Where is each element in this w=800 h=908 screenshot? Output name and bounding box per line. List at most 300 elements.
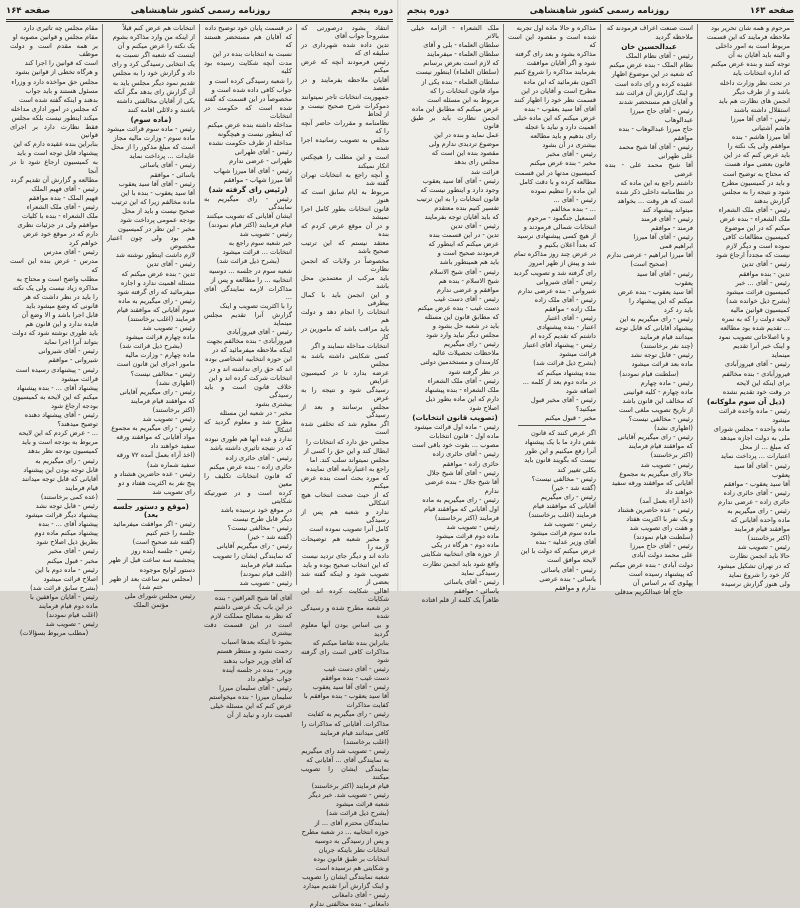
text-line: رئیس - قابل توجه نشد: [35, 501, 98, 510]
text-line: بکلی تغییر کند: [557, 465, 596, 474]
text-line: لایحه دولت را که به نمره: [721, 315, 790, 323]
left-header-center: روزنامه رسمی کشور شاهنشاهی: [130, 6, 271, 16]
text-line: رئیس - آقای ...: [553, 195, 596, 204]
left-column-3: [103, 24, 200, 609]
text-line: (اغلب برخاستند): [343, 737, 389, 746]
text-line: شده است و مقصود این است که: [508, 33, 596, 50]
text-line: انتخابات شمالی فرمودند و: [523, 223, 596, 232]
text-line: که مجلس در امور اداری مداخله: [10, 104, 98, 113]
text-line: است که هر وقت ... بخواهد: [617, 196, 693, 205]
text-line: نموده است و دیگر لازم: [726, 242, 790, 251]
text-line: قانون انتخابات را به این ترتیب: [416, 194, 499, 203]
text-line: رئیس - آقای آقا میرزا: [633, 233, 693, 242]
text-line: که بعداً اعلان بکنیم و: [539, 241, 596, 250]
text-line: اهمیت دارد و نباید با عجله: [524, 123, 596, 132]
text-line: ظاهراً یک کلمه از قلم افتاده: [421, 595, 499, 604]
text-line: ماده واحده آقایانی که: [730, 516, 790, 525]
text-line: ماده سوم قرائت میشود: [530, 529, 596, 538]
text-line: مربوط به ایام سابق است که هنوز: [301, 187, 389, 204]
text-line: ابراهیم قمی: [659, 242, 693, 251]
text-line: رئیس - آقای مدرس: [43, 248, 98, 257]
text-line: و هفت رای تصویب شد: [629, 524, 693, 533]
text-line: میکنم که این پیشنهاد را: [629, 296, 693, 305]
text-line: که محتاج به توضیح است: [722, 169, 790, 178]
text-line: رئیس - تصویب شد: [446, 523, 499, 532]
text-line: موافقم: [673, 134, 693, 143]
right-column-2: [601, 24, 698, 596]
text-line: دست غیب - بنده عرض میکنم: [417, 303, 499, 312]
text-line: رئیس - تصویب شد: [142, 415, 195, 424]
text-line: که نظر به مصالح مملکت لازم: [210, 612, 292, 621]
text-line: دموکرات شرح صحیح نیست و از لحاظ: [301, 101, 389, 118]
left-header-left: دوره پنجم: [351, 6, 393, 16]
right-header-right: دوره پنجم: [407, 6, 449, 16]
text-line: مجلس رای بدهد: [454, 158, 499, 167]
text-line: مذاکرات کافی است رای گرفته شود: [301, 647, 389, 664]
text-line: رئیس - مخالفی نیست؟: [531, 474, 596, 483]
text-line: رئیس - آقای آقا شیخ جلال: [427, 468, 499, 477]
text-line: انتخابات را انجام دهد و دولت هم: [301, 308, 389, 325]
text-line: خبر شعبه سوم راجع به: [228, 239, 292, 248]
text-line: قانون بعضی مواد هست: [724, 160, 790, 169]
text-line: اهمیت دارد و نباید از آن: [227, 711, 292, 720]
text-line: رئیس - آقای حائری زاده: [225, 453, 292, 462]
text-line: دستور لوایح موجوده: [139, 565, 195, 574]
text-line: که مطابق قانون این مسئله: [424, 313, 499, 321]
text-line: که شعبه در این موضوع اظهار: [611, 70, 693, 79]
text-line: که این انتخاب صحیح بوده و باید: [302, 560, 389, 569]
text-line: قابل اجرا باشد و الا وضع آن: [21, 311, 98, 319]
text-line: ماده دوم - هرگاه در یکی: [431, 541, 499, 550]
text-line: (اکثر برخاستند): [152, 405, 195, 414]
right-page: [401, 0, 800, 604]
text-line: مجلس به تصویب رسانیده اجرا شده: [301, 136, 389, 153]
text-line: رئیس مجلس شورای ملی: [124, 591, 195, 600]
text-line: یاسائی - موافقم: [150, 170, 195, 179]
text-line: بطریق ذیل اصلاح شود: [36, 538, 98, 547]
text-line: رئیس - آقای دامغانی: [331, 891, 389, 900]
text-line: مواد آقایانی که موافقند ورقه: [116, 433, 195, 442]
text-line: انتخابات شرکت کرده اند و این: [208, 373, 292, 382]
text-line: انجمن نظارت باید بر طبق قانون: [411, 113, 499, 131]
left-column-2: [200, 24, 297, 720]
text-line: قیام فرمایند (اکثر قیام نمودند): [208, 221, 292, 230]
text-line: رئیس - آقای ... خبر: [735, 278, 790, 287]
text-line: و اینک گزارش آن قرائت شد: [615, 88, 693, 97]
text-line: اصلاح قرائت میشود: [43, 574, 98, 583]
text-line: میکنم که در این موضوع: [724, 224, 790, 233]
text-line: انتخابات بر طبق قانون بوده: [313, 854, 389, 863]
text-line: پیشنهاد میکنم ماده دوم: [34, 529, 98, 538]
text-line: سفید شماره شد): [146, 460, 195, 469]
text-line: یک نکته را عرض میکنم و آن: [117, 42, 195, 51]
text-line: در شعبه مطرح شده و رسیدگی شده: [301, 604, 389, 621]
text-line: سفید خواهند داد: [150, 442, 195, 451]
right-column-4: [407, 24, 504, 604]
text-line: موافقم و عرضی ندارم: [436, 285, 499, 294]
text-line: این حوزه انتخابیه اشخاصی بوده: [205, 355, 292, 364]
text-line: (گفته شد - خیر): [551, 483, 596, 492]
text-line: رئیس - رای میگیریم: [540, 492, 596, 501]
text-line: خواهم کرد: [69, 239, 98, 248]
text-line: قرائت شد: [470, 167, 499, 176]
text-line: رئیس - اگر موافقت میفرمائید: [113, 520, 195, 529]
text-line: تدین - بنده موافقم: [738, 269, 790, 278]
text-line: عمل نماید و بنده در این: [434, 131, 499, 140]
text-line: رئیس - آقای ملک زاده: [534, 295, 596, 304]
text-line: به نمایندگی آقای ... آقایانی که: [306, 755, 389, 764]
text-line: کرده است و در صورتیکه شکایتی: [204, 488, 292, 505]
text-line: نیست که بگویند قانون باید: [524, 456, 596, 465]
text-line: عقیده کرده و رای داده است: [614, 79, 693, 88]
text-line: رئیس - رای میگیریم آقایانی: [216, 542, 292, 551]
text-line: مجلس حق دارد که انتخابات را: [306, 437, 389, 446]
text-line: رئیس - آقایان موافقین با: [30, 592, 98, 601]
text-line: و اینک گزارش آنرا تقدیم میدارد: [303, 882, 389, 891]
left-column-4: [6, 24, 103, 638]
left-header-page-number: صفحه ۱۶۴: [6, 6, 51, 16]
text-line: (سلطنت قیام نمودند): [633, 533, 693, 542]
text-line: میفرمائید که رای گرفته شود: [117, 287, 195, 296]
left-column-1: [297, 24, 393, 908]
text-line: توجه کنند و بنده عرض میکنم: [711, 60, 790, 69]
text-line: که اداره انتخابات باید: [732, 69, 790, 78]
text-line: اضافه شود: [565, 386, 596, 395]
text-line: ماده واحده - مجلس شورای: [713, 425, 790, 434]
text-line: از اینکه من وارد مذاکره بشوم: [112, 33, 195, 42]
text-line: رئیس - رای میگیریم به ماده: [422, 495, 499, 504]
text-line: رئیس - آقای شیخ الاسلام: [429, 267, 499, 276]
text-line: در موقع خود نرسیده باشد: [220, 506, 292, 515]
text-line: مخبر - این نظر در کمیسیون: [117, 225, 195, 234]
text-line: رئیس - عده حاضرین هشتاد و: [114, 469, 195, 478]
text-line: پهلوی که بر اساس آن: [632, 578, 693, 587]
text-line: ماده چهارم - کلیه قوانینی: [623, 387, 693, 396]
text-line: ماده دوم قیام فرمایند: [38, 602, 98, 610]
text-line: تفسیر کنیم بنده معتقدم: [434, 203, 499, 212]
text-line: ملاحظه فرمایند که این قسمت: [706, 33, 790, 42]
text-line: رئیس - آقای پیشنهاد دهنده: [24, 411, 98, 420]
text-line: از هیچ کسی پیشنهادی نرسید: [517, 232, 596, 241]
text-line: رئیس - آقای فیروزآبادی: [724, 360, 790, 369]
text-line: رئیس - آقای شیروانی: [38, 347, 98, 356]
text-line: رئیس - آقای مخبر قبول: [530, 395, 596, 404]
text-line: که آقای وزیر جواب بدهند: [223, 656, 292, 665]
text-line: زحمت نشود و منتظر هستم: [216, 647, 292, 656]
text-line: قیام فرمایند (اکثر برخاستند): [311, 782, 389, 791]
text-line: اگر عرض کنند که قانون: [530, 429, 596, 438]
text-line: (اکثر برخاستند): [747, 534, 790, 543]
text-line: رئیس - آقای یاسائی: [541, 565, 596, 574]
text-line: مذاکرات لازمه نمایندگی آقای ...: [204, 284, 292, 301]
text-line: فایده ندارد و این قانون هم: [25, 320, 98, 329]
text-line: آقایانی که موافقند ورقه سفید: [611, 478, 693, 487]
right-page-columns: [407, 24, 794, 604]
text-line: مخبر - بنده عرض میکنم: [529, 159, 596, 168]
centered-note: (مجلس نیم ساعت بعد از ظهر ختم شد): [109, 574, 193, 591]
text-line: که موافقند قیام فرمایند: [130, 396, 195, 405]
text-line: باشد و از طرف دیگر: [732, 87, 790, 96]
text-line: حائری زاده - عرضی ندارم: [718, 497, 790, 506]
text-line: مرحوم و همه شان تحریر بود: [711, 24, 790, 32]
text-line: رئیس - آقای یاسائی: [140, 161, 195, 170]
text-line: حوزه انتخابیه ... در شعبه مطرح: [301, 827, 389, 836]
text-line: رئیس - ماده اول قرائت میشود: [414, 423, 499, 432]
text-line: رئیس - ماده سوم قرائت میشود: [107, 125, 195, 134]
text-line: رئیس - آقای آقا شیخ محمد: [618, 143, 693, 152]
text-line: انتخابات مداخله ننمایند و اگر: [311, 342, 389, 351]
text-line: رئیس - آقای فهیم الملک: [31, 184, 98, 193]
text-line: آقایانی که قابل توجه میدانند: [21, 474, 98, 483]
text-line: وزیر - بنده در جلسه آینده: [222, 665, 292, 674]
text-line: ... - عرض کردم که این لایحه: [18, 429, 98, 438]
text-line: موافقم ولی یک نکته را: [727, 142, 790, 151]
text-line: کمیسیون مدتها در این قسمت: [514, 168, 596, 177]
text-line: ماده بعد قرائت میشود: [631, 360, 693, 369]
text-line: رئیس - آقای دست غیب: [323, 664, 389, 673]
text-line: اکنون بفرمائید که این ماده: [523, 77, 596, 86]
text-line: رئیس - تصویب شد: [142, 324, 195, 333]
text-line: نمایندگی ایشان را تصویب میکنند: [301, 764, 389, 782]
text-line: سلطان العلماء - میفرمایند: [426, 50, 499, 59]
text-line: سلطان العلماء - بلی و آقای: [423, 41, 499, 50]
text-line: آقای آقا شیخ العراقین - بنده: [214, 593, 292, 602]
text-line: شعبه نمایندگی ایشان را تصویب: [302, 873, 389, 882]
text-line: ماده چهارم - وزارت مالیه: [125, 351, 195, 360]
text-line: (اظهاری نشد): [156, 378, 195, 387]
text-line: مربوط به این مسئله است: [427, 95, 499, 104]
text-line: عرض میکنم که اینطور که: [428, 240, 499, 249]
text-line: پیشنهاد آقای ... - بنده پیشنهاد: [16, 383, 98, 392]
text-line: مداخله از طرف حکومت نشده: [208, 139, 292, 148]
text-line: که آقایان هم مستحضر هستند که: [204, 33, 292, 50]
text-line: سلیمان میرزا - بنده میخواستم: [209, 692, 292, 701]
text-line: داشتم که تقدیم کرده ام: [530, 332, 596, 341]
text-line: عرض میکنم که دولت با این: [520, 547, 596, 556]
text-line: رئیس - آقای ملک الشعراء: [718, 205, 790, 214]
text-line: باید در شعبه حل بشود و: [432, 322, 499, 331]
text-line: و مخبر شعبه هم توضیحات لازمه را: [301, 534, 389, 551]
text-line: آنرا رفع میکنیم و این طور: [525, 447, 596, 456]
text-line: (بشرح ذیل قرائت شد): [533, 359, 596, 368]
text-line: آقا سید یعقوب - بنده با این: [120, 188, 195, 197]
right-page-header: [407, 4, 794, 18]
text-line: آن گزارش رای بدهد مگر آنکه: [113, 87, 195, 96]
text-line: و باید در کمیسیون مطرح: [721, 178, 790, 187]
text-line: رئیس - تصویب شد. خبر دیگر: [308, 791, 389, 800]
text-line: دامغانی - بنده مخالفتی ندارم: [309, 900, 389, 908]
text-line: باید رد کرد: [663, 305, 693, 314]
text-line: مخصوصاً در ولایات که انجمن نظارت: [301, 256, 389, 273]
text-line: نمایندگان محترم آقای ... از: [314, 818, 389, 827]
text-line: دارم که در موقع خود عرض: [23, 230, 98, 239]
text-line: داشتم راجع به این ماده که: [620, 178, 693, 187]
text-line: لازم داشت اینطور نوشته شد: [115, 251, 195, 260]
text-line: رئیس - تصویب شد رای میگیریم: [301, 746, 389, 755]
text-line: از حوزه های انتخابیه شکایتی: [421, 550, 499, 559]
text-line: یعقوب: [675, 278, 693, 287]
text-line: ملک زاده - موافقم: [544, 304, 596, 313]
text-line: پیشنهاد دیگر قرائت میشود: [25, 511, 98, 520]
text-line: مطالعه و گزارش آن تقدیم گردد: [10, 175, 98, 184]
text-line: داد و گزارش خود را به مجلس: [112, 69, 195, 78]
text-line: بر همه مقدم است و دولت موظف: [10, 42, 98, 59]
text-line: اینکه ملاحظه میفرمائید که در: [212, 346, 292, 355]
text-line: استقلال داشته باشند: [733, 105, 790, 114]
text-line: و هرگاه تخطی از قوانین بشود: [15, 68, 98, 77]
text-line: آقایانی که موافقند قیام: [532, 501, 596, 510]
text-line: میشود: [772, 416, 790, 425]
text-line: حاج میرزا عبدالوهاب - بنده: [618, 125, 693, 134]
text-line: را با اکثریت تصویب و اینک: [219, 301, 292, 310]
column-separator: [214, 590, 282, 591]
text-line: یکی از آقایان مخالفتی داشته: [116, 96, 195, 105]
text-line: فیروزآبادی - بنده مخالفم بجهت: [206, 337, 292, 346]
text-line: به کمیسیون ارجاع شود تا در آنجا: [10, 158, 98, 175]
text-line: از تاریخ تصویب ملغی است: [618, 405, 693, 414]
text-line: رئیس - پیشنهادی رسیده است: [15, 365, 98, 374]
text-line: مجلس دیگر نباید وارد شود: [426, 331, 499, 340]
text-line: رئیس - پیشنهاد آقای اعتبار: [523, 341, 596, 350]
text-line: بیشتری در آن بشود: [542, 141, 596, 150]
text-line: رئیس - رای میگیریم به: [727, 506, 790, 515]
text-line: رئیس - تصویب شد: [640, 460, 693, 469]
text-line: و آقایان هم مستحضر شدند: [618, 97, 693, 106]
text-line: ملک الشعراء - بنده پیشنهاد: [424, 385, 499, 394]
text-line: ماده مخالفم زیرا که این ترتیب: [111, 197, 195, 206]
text-line: و یک نفر با اکثریت هفتاد: [626, 515, 693, 524]
text-line: اند که حق رای نداشته اند و در: [209, 364, 292, 373]
text-line: که لازم است بعرض برسانم: [423, 59, 499, 68]
text-line: رئیس - رای میگیریم به این: [619, 315, 693, 323]
text-line: مامور اجرای این قانون است: [116, 360, 195, 369]
text-line: جواب کافی داده شده است و: [211, 85, 292, 94]
text-line: مذاکره زیاد نیست ولی یک نکته: [12, 283, 98, 292]
text-line: و آنچه راجع به انتخابات تهران گفته شد: [301, 170, 389, 187]
text-line: رئیس - آقای حاج میرزا: [630, 542, 693, 551]
text-line: را شعبه رسیدگی کرده است و: [209, 76, 292, 85]
text-line: دارم که این ماده بطور ذیل: [425, 394, 499, 403]
text-line: بفرمایند مذاکره را شروع کنیم: [514, 68, 596, 77]
text-line: در قسمت پایان خود توضیح داده: [204, 24, 292, 32]
text-line: فرمایند (اغلب برخاستند): [528, 510, 596, 519]
text-line: نظامنامه و مقررات حاضر آنچه را که: [301, 119, 389, 136]
column-separator: [518, 425, 586, 426]
text-line: را باید در نظر داشت که هر: [23, 292, 98, 301]
text-line: که اینطور نیست و هیچگونه: [217, 130, 292, 139]
text-line: رئیس - تصویب شد: [239, 578, 292, 587]
text-line: مطرح است و آقایان در این: [521, 86, 596, 95]
text-line: رئیس - آقای فرمند: [640, 214, 693, 223]
text-line: تدین - در این قسمت بنده: [429, 231, 499, 240]
text-line: ملک الشعراء - بنده عرض: [719, 214, 790, 223]
text-line: اصلاح شود: [469, 403, 499, 412]
text-line: که مورد بحث است بنده عرض میکنم: [301, 473, 389, 490]
text-line: پیشنهاد آقایانی که قابل توجه: [615, 324, 693, 333]
text-line: رئیس - آقای اعتبار: [544, 314, 596, 322]
text-line: مسئله اهمیت ندارد و اجازه: [120, 278, 195, 287]
text-line: موضوع تردیدی ندارم ولی: [428, 140, 499, 149]
text-line: انتخابیه ... را مطالعه و پس از: [210, 275, 292, 284]
text-line: عایدات ... پرداخت نماید: [129, 152, 195, 161]
centered-note: (بشرح ذیل قرائت شد): [119, 342, 183, 351]
text-line: رئیس - آقای آقا سید یعقوب: [312, 683, 389, 692]
text-line: رئیس - رای میگیریم: [443, 340, 499, 349]
text-line: آقا شیخ محمد علی - بنده عرضی: [605, 161, 693, 178]
text-line: تقدیم نمود دیگر مجلس باید به: [112, 78, 195, 87]
text-line: آقا میرزا ابراهیم - عرضی ندارم: [606, 251, 693, 260]
text-line: جمهوریت انتخابات تاجر نمیتوانند: [301, 92, 389, 101]
text-line: رئیس - قابل توجه نشد: [630, 351, 693, 360]
right-header-center: روزنامه رسمی کشور شاهنشاهی: [529, 6, 670, 16]
text-line: مطلب واضح است و محتاج به: [16, 274, 98, 283]
text-line: عبدالوهاب: [664, 115, 693, 124]
text-line: قسمت نظر خود را اظهار کنند: [513, 95, 596, 104]
text-line: کامل آنرا تصویب نموده است: [309, 525, 389, 534]
text-line: رئیس - تصویب شد: [239, 230, 292, 239]
text-line: رئیس - آقای فیروزآبادی: [226, 328, 292, 337]
text-line: رسیدگی نماید: [461, 568, 499, 577]
text-line: و این انجمن باید با کمال بیطرفی: [301, 290, 389, 307]
text-line: شعبه سوم در جلسه ... دوسیه: [209, 266, 292, 275]
text-line: کسی شکایتی داشته باشد به مجلس: [301, 351, 389, 368]
text-line: در نظر گرفته شود: [448, 367, 499, 376]
text-line: مذاکره بشود و بعد رای گرفته: [515, 50, 596, 59]
text-line: مذاکره و حالا ماده اول تجربه: [516, 24, 596, 32]
section-heading: (تصویب قانون انتخابات): [412, 413, 498, 423]
text-line: قابل توجه بودن این پیشنهاد: [23, 465, 98, 474]
text-line: بنابراین بنده عقیده دارم که این: [13, 140, 98, 149]
text-line: آقای آقا سید یعقوب - بنده: [524, 104, 596, 113]
text-line: مدرس - عرض بنده این است که: [10, 257, 98, 274]
text-line: مخصوصاً در این قسمت که گفته: [204, 94, 292, 103]
text-line: حائری زاده - موافقم: [442, 459, 499, 468]
text-line: شد و پیش از ظهر امروز: [528, 259, 596, 268]
text-line: قرائت میشود: [61, 374, 98, 383]
text-line: فرمودند صحیح است و: [437, 249, 499, 258]
text-line: برای اینکه این لایحه: [736, 378, 790, 387]
text-line: دیگر قابل طرح نیست: [232, 515, 292, 524]
text-line: اعتبارات ... پرداخت نماید: [720, 452, 790, 461]
text-line: تصویب شود و اینکه گفته شد بعضی از: [301, 569, 389, 586]
text-line: بتواند آنرا اجرا نماید: [43, 338, 98, 347]
text-line: رئیس - مخالفی نیست؟: [130, 369, 195, 378]
text-line: باید عرض کنم که در این: [723, 151, 790, 160]
text-line: سوم آقایانی که موافقند قیام: [116, 305, 195, 314]
section-heading: (ذیل آن سوم ملوکانه): [706, 396, 786, 406]
text-line: در تحت نظر وزارت داخله: [719, 78, 790, 87]
text-line: سلطان العلماء - بنده یکی از: [421, 77, 499, 86]
text-line: رئیس فرمودند آنچه که عرض میکنم: [301, 58, 389, 75]
centered-note: مؤتمن الملک: [133, 600, 169, 609]
text-line: جواب خواهم داد: [247, 674, 292, 683]
text-line: هاشم آشتیانی: [751, 124, 790, 133]
text-line: ملی به دولت اجازه میدهد: [719, 434, 790, 443]
text-line: نیست که مجدداً ارجاع شود: [715, 251, 790, 260]
text-line: رئیس - آقای سلیمان میرزا: [219, 683, 292, 692]
text-line: نقص دارد ما با یک پیشنهاد: [524, 438, 596, 447]
text-line: باید طوری نوشته شود که دولت: [11, 329, 98, 338]
text-line: قانون انتخابات بطور کامل اجرا نمیشد: [301, 204, 389, 222]
text-line: اینست که شعبه اگر نسبت به: [115, 51, 195, 60]
text-line: صحیح نیست و باید از محل: [122, 206, 195, 215]
text-line: آقا سید یعقوب - موافقم: [723, 479, 790, 488]
text-line: میکنند قیام فرمایند: [240, 560, 292, 569]
text-line: میکنم که این لایحه به کمیسیون: [12, 392, 98, 401]
text-line: عرض کنم که این مسئله خیلی: [210, 702, 292, 711]
text-line: علی محمد دولت آبادی: [631, 551, 693, 560]
column-separator: [117, 499, 185, 500]
